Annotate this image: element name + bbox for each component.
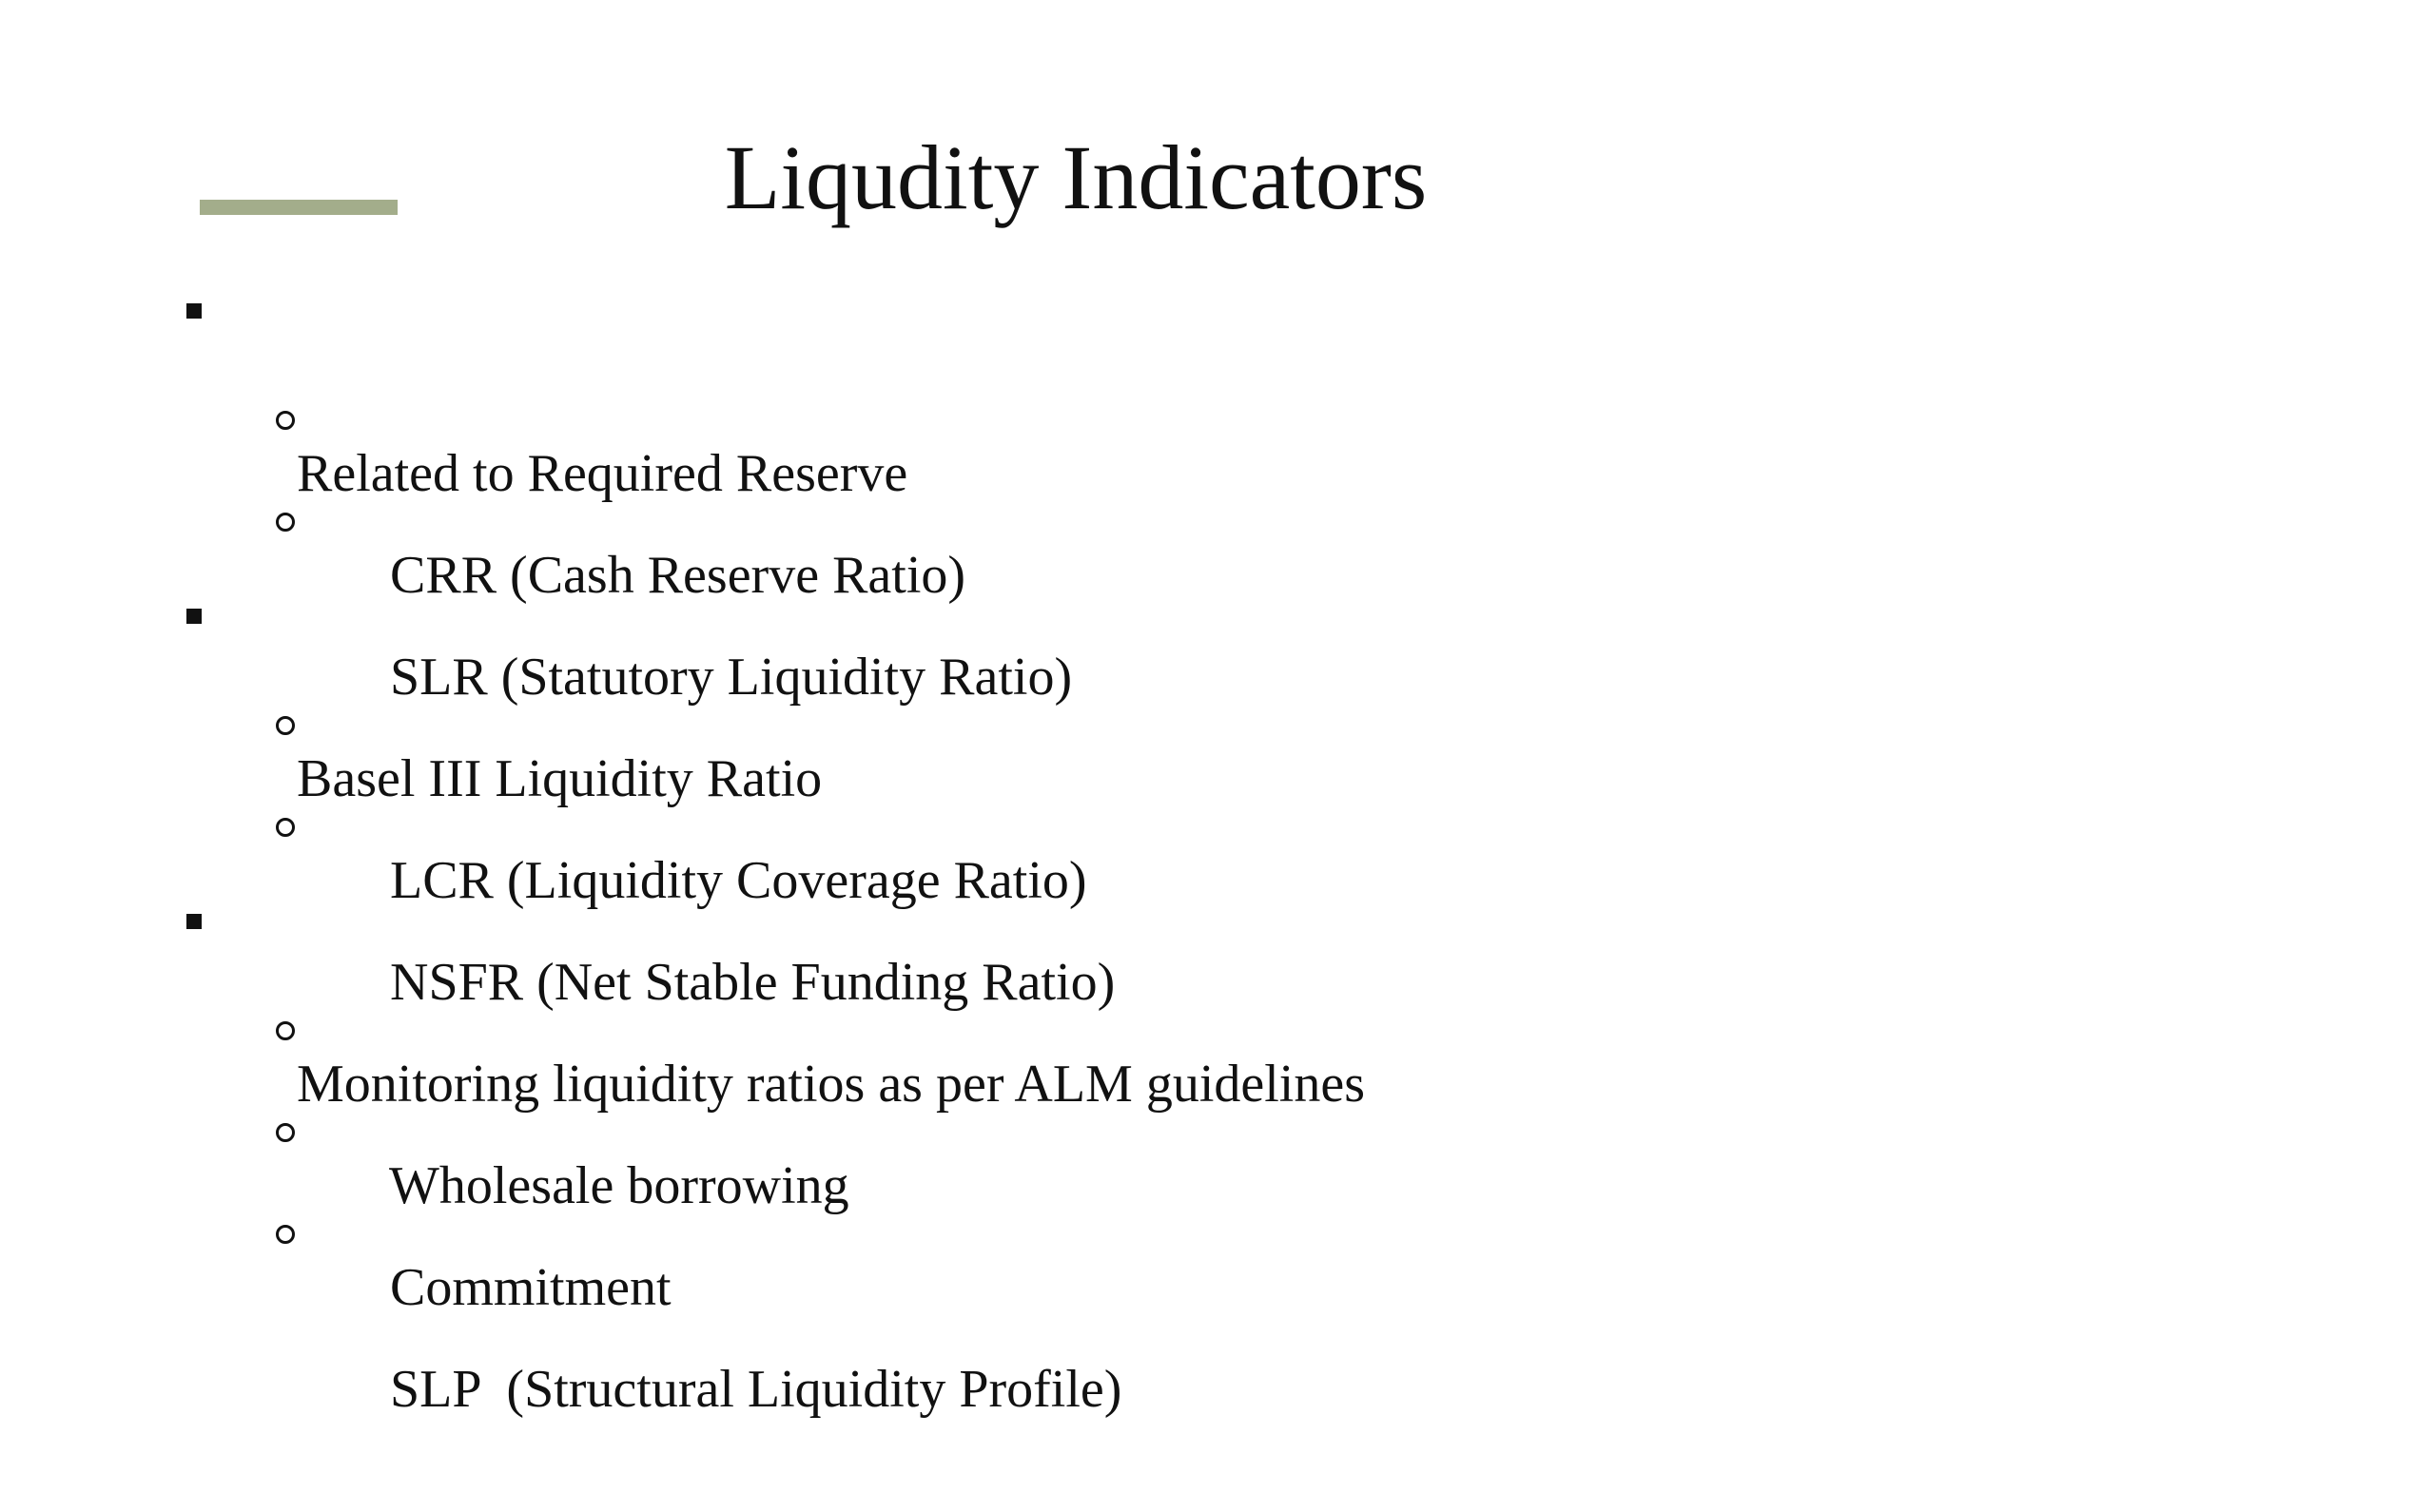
list-item-text: Related to Required Reserve — [297, 444, 908, 503]
list-item-text: LCR (Liquidity Coverage Ratio) — [390, 851, 1087, 910]
list-item-text: CRR (Cash Reserve Ratio) — [390, 546, 966, 605]
circle-bullet-icon — [276, 513, 295, 532]
list-item — [181, 269, 2273, 503]
list-item-text: Monitoring liquidity ratios as per ALM guidelines — [297, 1055, 1366, 1114]
circle-bullet-icon — [276, 818, 295, 837]
list-item-text: Wholesale borrowing — [389, 1156, 849, 1215]
bullet-list — [181, 269, 2273, 1419]
list-item-text: Basel III Liquidity Ratio — [297, 749, 823, 808]
list-item-text: NSFR (Net Stable Funding Ratio) — [390, 953, 1116, 1012]
circle-bullet-icon — [276, 411, 295, 430]
square-bullet-icon — [186, 609, 202, 624]
circle-bullet-icon — [276, 1021, 295, 1040]
square-bullet-icon — [186, 914, 202, 929]
circle-bullet-icon — [276, 1225, 295, 1244]
slide-title: Liqudity Indicators — [724, 126, 1428, 228]
circle-bullet-icon — [276, 1123, 295, 1142]
list-item-text: SLR (Statutory Liquidity Ratio) — [390, 648, 1073, 707]
list-item-text: Commitment — [390, 1258, 672, 1317]
circle-bullet-icon — [276, 716, 295, 735]
square-bullet-icon — [186, 303, 202, 319]
list-item-text: SLP (Structural Liquidity Profile) — [390, 1360, 1122, 1419]
